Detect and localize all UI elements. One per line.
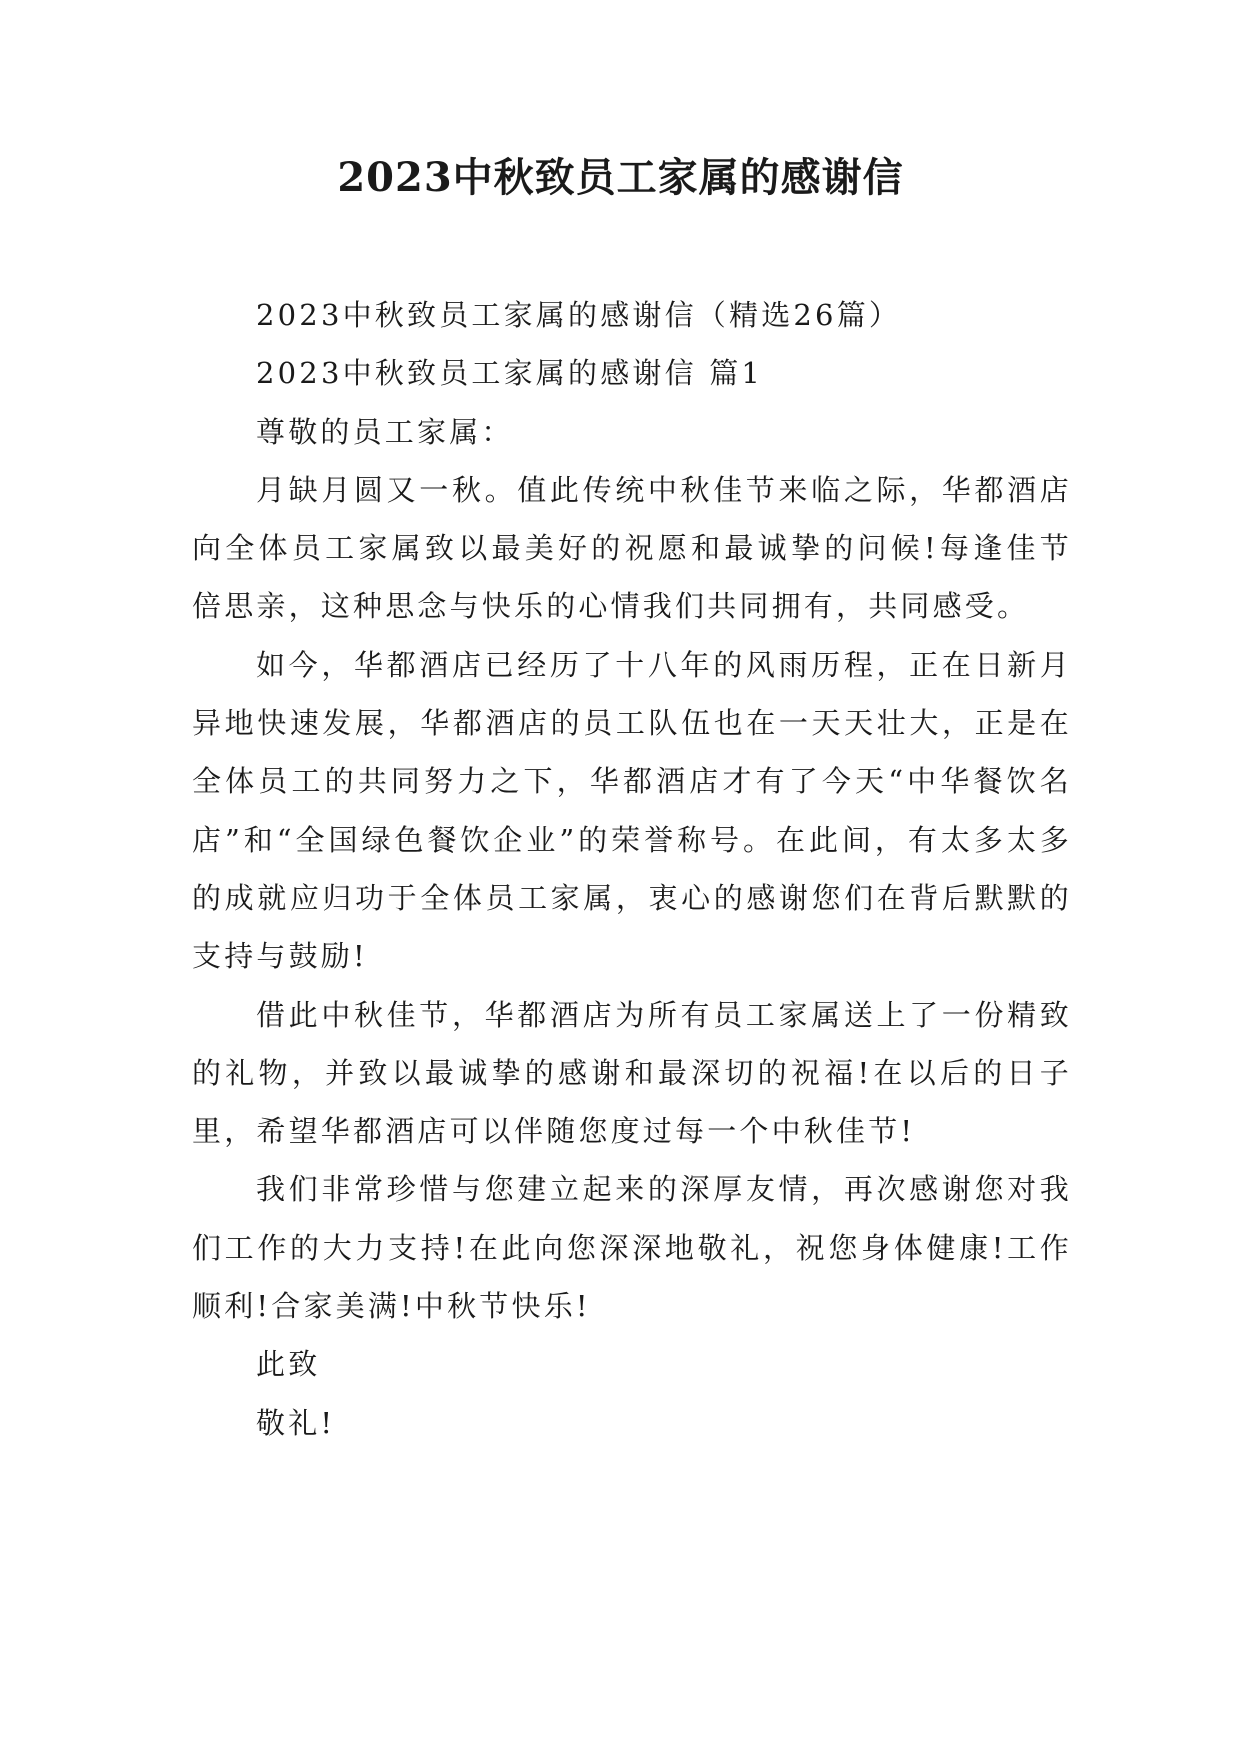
document-title: 2023中秋致员工家属的感谢信 <box>337 154 904 201</box>
paragraph-3: 借此中秋佳节，华都酒店为所有员工家属送上了一份精致的礼物，并致以最诚挚的感谢和最深切的祝福!在以后的日子里，希望华都酒店可以伴随您度过每一个中秋佳节! <box>192 997 1072 1149</box>
salutation: 尊敬的员工家属： <box>256 414 514 449</box>
paragraph-4: 我们非常珍惜与您建立起来的深厚友情，再次感谢您对我们工作的大力支持!在此向您深深地敬礼，祝您身体健康!工作顺利!合家美满!中秋节快乐! <box>192 1172 1072 1324</box>
closing-line-2: 敬礼! <box>256 1405 336 1440</box>
section-heading: 2023中秋致员工家属的感谢信 篇1 <box>256 356 764 391</box>
document-body <box>192 286 1072 1452</box>
paragraph-1: 月缺月圆又一秋。值此传统中秋佳节来临之际，华都酒店向全体员工家属致以最美好的祝愿和最诚挚的问候!每逢佳节倍思亲，这种思念与快乐的心情我们共同拥有，共同感受。 <box>192 472 1072 624</box>
document-subtitle: 2023中秋致员工家属的感谢信（精选26篇） <box>256 298 902 332</box>
closing-line-1: 此致 <box>256 1347 321 1382</box>
paragraph-2: 如今，华都酒店已经历了十八年的风雨历程，正在日新月异地快速发展，华都酒店的员工队伍也在一天天壮大，正是在全体员工的共同努力之下，华都酒店才有了今天“中华餐饮名店”和“全国绿色餐饮企业”的荣誉称号。在此间，有太多太多的成就应归功于全体员工家属，衷心的感谢您们在背后默默的支持与鼓励! <box>192 647 1072 974</box>
